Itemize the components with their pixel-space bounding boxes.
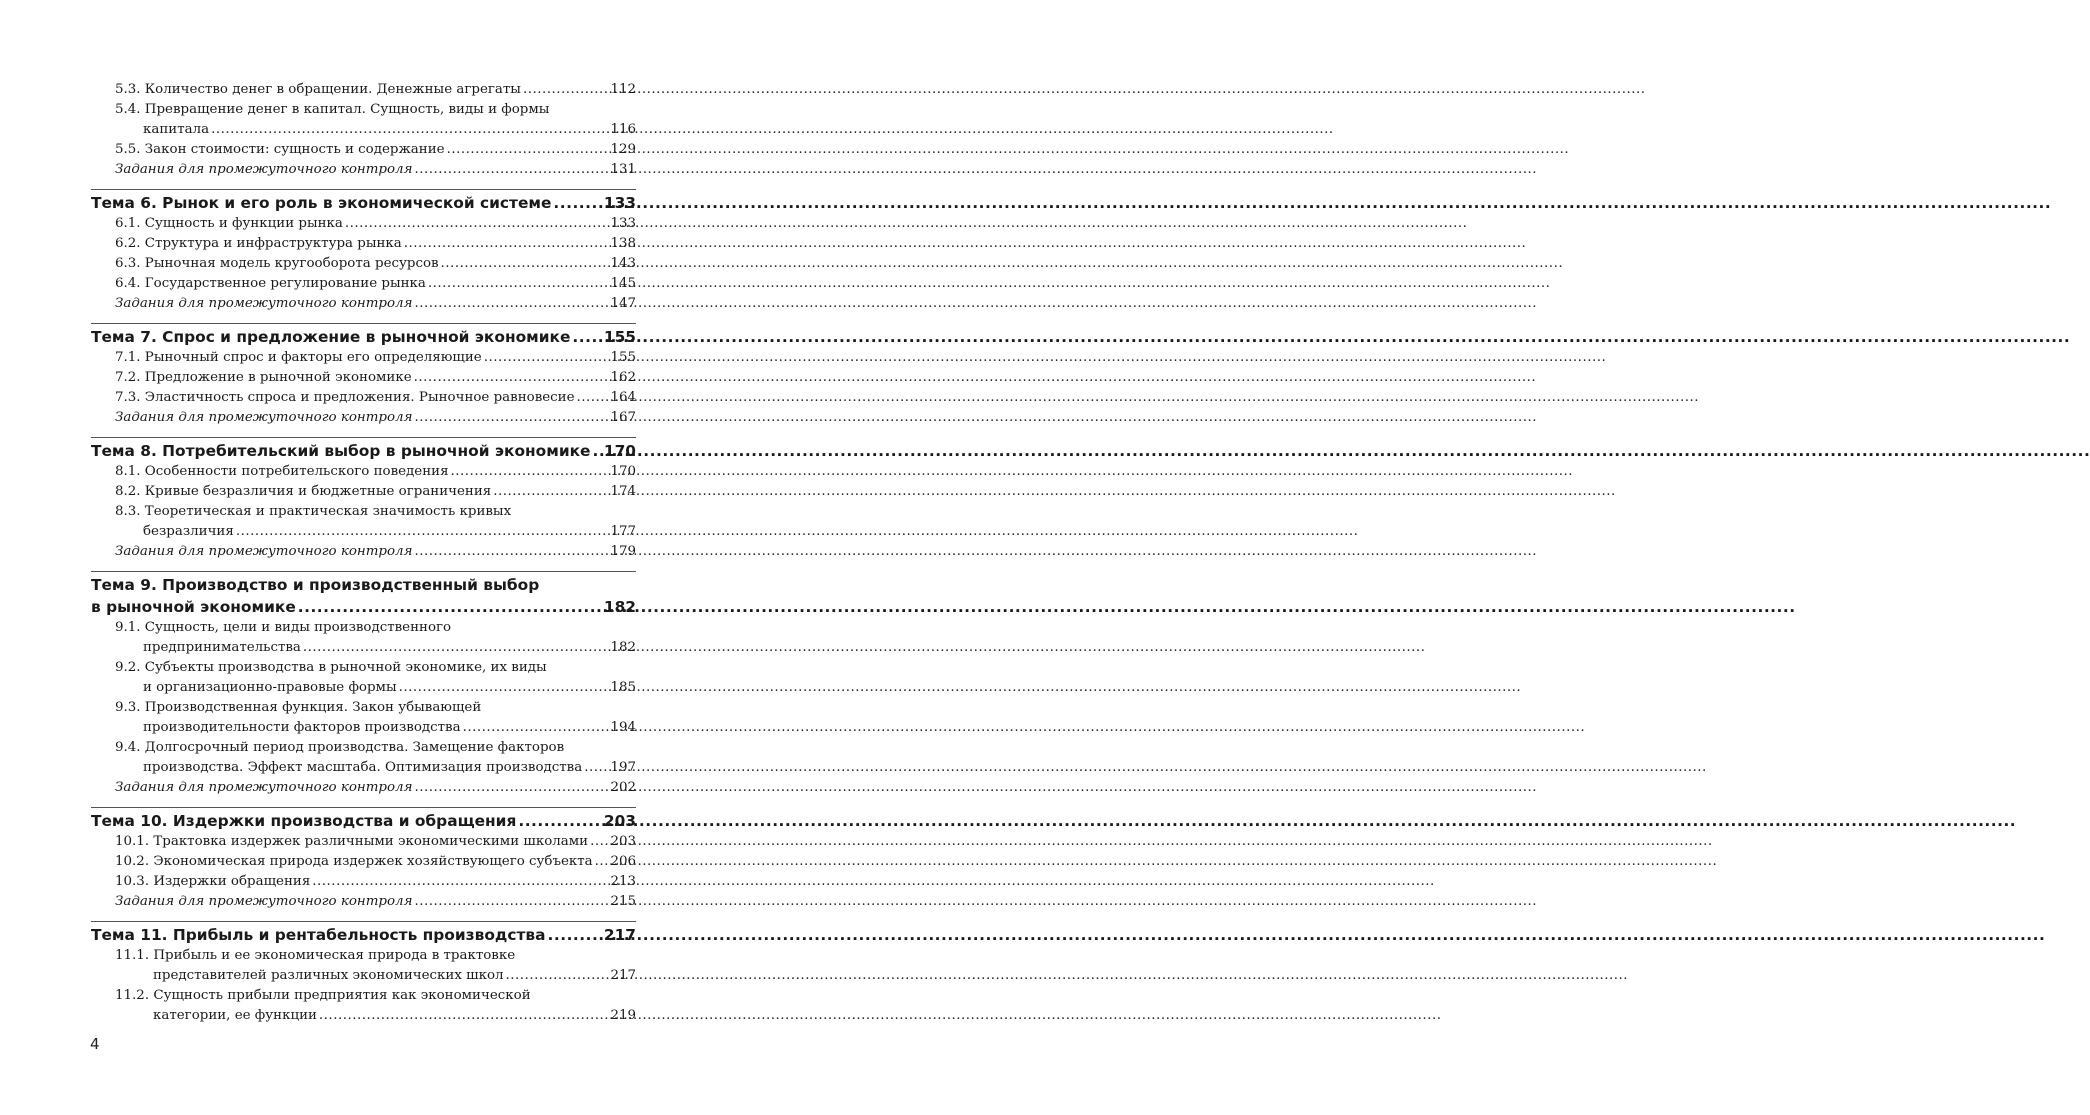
- toc-entry-line: [91, 574, 636, 596]
- toc-section-entry: [91, 852, 636, 872]
- toc-entry-title: безразличия: [143, 524, 234, 539]
- toc-entry-line: [91, 388, 636, 408]
- dot-leader: [414, 542, 608, 562]
- toc-page-number: 155: [610, 350, 636, 365]
- toc-page-number: 197: [610, 760, 636, 775]
- toc-entry-title: производства. Эффект масштаба. Оптимизация производства: [143, 760, 583, 775]
- toc-entry-line: [91, 542, 636, 562]
- toc-entry-title: Задания для промежуточного контроля: [115, 162, 413, 177]
- toc-section-entry: [91, 368, 636, 388]
- toc-page-number: 170: [603, 442, 636, 460]
- toc-entry-line: [91, 482, 636, 502]
- toc-entry-line: [91, 100, 636, 120]
- toc-entry-title: и организационно-правовые формы: [143, 680, 397, 695]
- toc-topic-entry: [91, 921, 636, 946]
- toc-entry-line: [91, 946, 636, 966]
- toc-section-entry: [91, 832, 636, 852]
- toc-page-number: 133: [603, 194, 636, 212]
- dot-leader: [399, 678, 609, 698]
- dot-leader: [441, 254, 609, 274]
- dot-leader: [345, 214, 609, 234]
- toc-page-number: 217: [610, 968, 636, 983]
- toc-entry-line: [91, 698, 636, 718]
- toc-page-number: 164: [610, 390, 636, 405]
- dot-leader: [414, 294, 608, 314]
- toc-section-entry: [91, 388, 636, 408]
- toc-entry-title: представителей различных экономических школ: [153, 968, 504, 983]
- toc-entry-title: 9.1. Сущность, цели и виды производственного: [115, 620, 452, 635]
- toc-topic-entry: [91, 807, 636, 832]
- toc-entry-line: [91, 294, 636, 314]
- toc-entry-title: 6.4. Государственное регулирование рынка: [115, 276, 426, 291]
- toc-page-number: 116: [610, 122, 636, 137]
- toc-page-number: 112: [610, 82, 636, 97]
- toc-entry-line: [91, 966, 636, 986]
- toc-page-number: 147: [610, 296, 636, 311]
- toc-entry-title: категории, ее функции: [153, 1008, 317, 1023]
- toc-page-number: 138: [610, 236, 636, 251]
- dot-leader: [236, 522, 609, 542]
- toc-entry-line: [91, 408, 636, 428]
- toc-entry-title: Тема 11. Прибыль и рентабельность производства: [91, 926, 546, 944]
- toc-tasks-entry: [91, 294, 636, 314]
- toc-tasks-entry: [91, 408, 636, 428]
- toc-entry-title: 11.2. Сущность прибыли предприятия как экономической: [115, 988, 531, 1003]
- toc-section-entry: [91, 502, 636, 542]
- dot-leader: [319, 1006, 609, 1026]
- toc-entry-line: [91, 892, 636, 912]
- toc-tasks-entry: [91, 160, 636, 180]
- toc-entry-title: 10.2. Экономическая природа издержек хозяйствующего субъекта: [115, 854, 593, 869]
- toc-entry-title: 11.1. Прибыль и ее экономическая природа в трактовке: [115, 948, 516, 963]
- dot-leader: [298, 596, 602, 618]
- toc-section-entry: [91, 214, 636, 234]
- toc-entry-line: [91, 214, 636, 234]
- toc-page-number: 177: [610, 524, 636, 539]
- toc-page-number: 202: [610, 780, 636, 795]
- toc-section-entry: [91, 946, 636, 986]
- toc-entry-title: Задания для промежуточного контроля: [115, 410, 413, 425]
- toc-entry-title: 9.4. Долгосрочный период производства. Замещение факторов: [115, 740, 565, 755]
- toc-entry-title: 7.3. Эластичность спроса и предложения. Рыночное равновесие: [115, 390, 575, 405]
- toc-page-number: 217: [603, 926, 636, 944]
- toc-entry-line: [91, 140, 636, 160]
- dot-leader: [518, 810, 602, 832]
- toc-entry-line: [91, 120, 636, 140]
- toc-entry-line: [91, 758, 636, 778]
- toc-entry-line: [91, 852, 636, 872]
- toc-section-entry: [91, 658, 636, 698]
- dot-leader: [577, 388, 609, 408]
- dot-leader: [447, 140, 609, 160]
- toc-entry-line: [91, 658, 636, 678]
- toc-page-number: 167: [610, 410, 636, 425]
- toc-entry-line: [91, 326, 636, 348]
- toc-entry-line: [91, 924, 636, 946]
- toc-section-entry: [91, 80, 636, 100]
- toc-page-number: 219: [610, 1008, 636, 1023]
- toc-page-number: 213: [610, 874, 636, 889]
- toc-entry-title: 9.2. Субъекты производства в рыночной экономике, их виды: [115, 660, 547, 675]
- toc-entry-line: [91, 254, 636, 274]
- toc-topic-entry: [91, 571, 636, 618]
- toc-page-number: 182: [603, 598, 636, 616]
- toc-page-number: 182: [610, 640, 636, 655]
- dot-leader: [414, 408, 608, 428]
- toc-page-number: 203: [610, 834, 636, 849]
- toc-entry-line: [91, 778, 636, 798]
- toc-entry-title: 6.1. Сущность и функции рынка: [115, 216, 343, 231]
- dot-leader: [590, 832, 608, 852]
- toc-page-number: 174: [610, 484, 636, 499]
- toc-entry-title: Задания для промежуточного контроля: [115, 296, 413, 311]
- dot-leader: [404, 234, 609, 254]
- toc-entry-line: [91, 810, 636, 832]
- toc-entry-title: 5.4. Превращение денег в капитал. Сущность, виды и формы: [115, 102, 550, 117]
- toc-entry-title: 8.3. Теоретическая и практическая значимость кривых: [115, 504, 512, 519]
- dot-leader: [593, 440, 602, 462]
- toc-entry-title: Задания для промежуточного контроля: [115, 894, 413, 909]
- toc-section-entry: [91, 872, 636, 892]
- toc-tasks-entry: [91, 892, 636, 912]
- toc-entry-line: [91, 638, 636, 658]
- toc-entry-line: [91, 274, 636, 294]
- toc-section-entry: [91, 234, 636, 254]
- toc-page-number: 129: [610, 142, 636, 157]
- toc-entry-title: Задания для промежуточного контроля: [115, 780, 413, 795]
- toc-tasks-entry: [91, 542, 636, 562]
- toc-entry-title: предпринимательства: [143, 640, 301, 655]
- toc-section-entry: [91, 348, 636, 368]
- toc-page-number: 185: [610, 680, 636, 695]
- toc-entry-line: [91, 522, 636, 542]
- dot-leader: [553, 192, 601, 214]
- dot-leader: [523, 80, 609, 100]
- toc-entry-title: Тема 7. Спрос и предложение в рыночной экономике: [91, 328, 571, 346]
- toc-entry-line: [91, 832, 636, 852]
- toc-page-number: 143: [610, 256, 636, 271]
- toc-page-number: 206: [610, 854, 636, 869]
- dot-leader: [414, 778, 608, 798]
- toc-entry-line: [91, 502, 636, 522]
- toc-entry-title: 8.2. Кривые безразличия и бюджетные ограничения: [115, 484, 492, 499]
- toc-entry-title: 6.2. Структура и инфраструктура рынка: [115, 236, 402, 251]
- page-number: 4: [90, 1035, 100, 1053]
- toc-entry-title: Задания для промежуточного контроля: [115, 544, 413, 559]
- dot-leader: [414, 368, 609, 388]
- toc-page-number: 194: [610, 720, 636, 735]
- toc-entry-title: производительности факторов производства: [143, 720, 461, 735]
- toc-section-entry: [91, 254, 636, 274]
- toc-page-number: 133: [610, 216, 636, 231]
- toc-entry-title: 5.3. Количество денег в обращении. Денежные агрегаты: [115, 82, 521, 97]
- toc-entry-title: 8.1. Особенности потребительского поведения: [115, 464, 449, 479]
- toc-entry-line: [91, 618, 636, 638]
- toc-entry-title: 10.3. Издержки обращения: [115, 874, 311, 889]
- toc-section-entry: [91, 618, 636, 658]
- dot-leader: [584, 758, 608, 778]
- toc-entry-line: [91, 80, 636, 100]
- dot-leader: [548, 924, 602, 946]
- toc-entry-line: [91, 596, 636, 618]
- toc-entry-line: [91, 462, 636, 482]
- toc-entry-line: [91, 348, 636, 368]
- toc-entry-title: 5.5. Закон стоимости: сущность и содержание: [115, 142, 445, 157]
- dot-leader: [414, 892, 608, 912]
- dot-leader: [484, 348, 609, 368]
- toc-page-number: 145: [610, 276, 636, 291]
- toc-entry-line: [91, 192, 636, 214]
- toc-section-entry: [91, 274, 636, 294]
- table-of-contents: [91, 80, 636, 1026]
- dot-leader: [463, 718, 609, 738]
- toc-page-number: 179: [610, 544, 636, 559]
- dot-leader: [506, 966, 609, 986]
- toc-topic-entry: [91, 323, 636, 348]
- dot-leader: [211, 120, 608, 140]
- toc-entry-title: в рыночной экономике: [91, 598, 296, 616]
- toc-entry-title: 7.2. Предложение в рыночной экономике: [115, 370, 412, 385]
- toc-entry-line: [91, 440, 636, 462]
- toc-section-entry: [91, 738, 636, 778]
- toc-entry-title: Тема 10. Издержки производства и обращения: [91, 812, 517, 830]
- toc-entry-line: [91, 718, 636, 738]
- toc-section-entry: [91, 462, 636, 482]
- toc-page-number: 162: [610, 370, 636, 385]
- dot-leader: [493, 482, 608, 502]
- dot-leader: [428, 274, 609, 294]
- toc-page-number: 155: [603, 328, 636, 346]
- toc-section-entry: [91, 482, 636, 502]
- dot-leader: [595, 852, 609, 872]
- toc-entry-line: [91, 1006, 636, 1026]
- toc-entry-title: Тема 9. Производство и производственный выбор: [91, 576, 540, 594]
- toc-topic-entry: [91, 437, 636, 462]
- toc-entry-title: 7.1. Рыночный спрос и факторы его определяющие: [115, 350, 482, 365]
- dot-leader: [414, 160, 608, 180]
- toc-entry-title: капитала: [143, 122, 210, 137]
- toc-page-number: 215: [610, 894, 636, 909]
- toc-entry-line: [91, 368, 636, 388]
- toc-entry-line: [91, 738, 636, 758]
- toc-entry-line: [91, 872, 636, 892]
- dot-leader: [303, 638, 609, 658]
- dot-leader: [312, 872, 608, 892]
- toc-page-number: 131: [610, 162, 636, 177]
- toc-entry-title: 9.3. Производственная функция. Закон убывающей: [115, 700, 482, 715]
- toc-section-entry: [91, 100, 636, 140]
- toc-entry-title: 10.1. Трактовка издержек различными экономическими школами: [115, 834, 589, 849]
- toc-entry-title: Тема 8. Потребительский выбор в рыночной экономике: [91, 442, 591, 460]
- toc-section-entry: [91, 986, 636, 1026]
- toc-entry-title: 6.3. Рыночная модель кругооборота ресурсов: [115, 256, 439, 271]
- toc-entry-line: [91, 678, 636, 698]
- toc-page-number: 203: [603, 812, 636, 830]
- toc-entry-line: [91, 986, 636, 1006]
- dot-leader: [572, 326, 601, 348]
- toc-page-number: 170: [610, 464, 636, 479]
- toc-tasks-entry: [91, 778, 636, 798]
- dot-leader: [451, 462, 609, 482]
- toc-section-entry: [91, 698, 636, 738]
- toc-entry-title: Тема 6. Рынок и его роль в экономической системе: [91, 194, 552, 212]
- toc-section-entry: [91, 140, 636, 160]
- toc-topic-entry: [91, 189, 636, 214]
- toc-entry-line: [91, 234, 636, 254]
- toc-entry-line: [91, 160, 636, 180]
